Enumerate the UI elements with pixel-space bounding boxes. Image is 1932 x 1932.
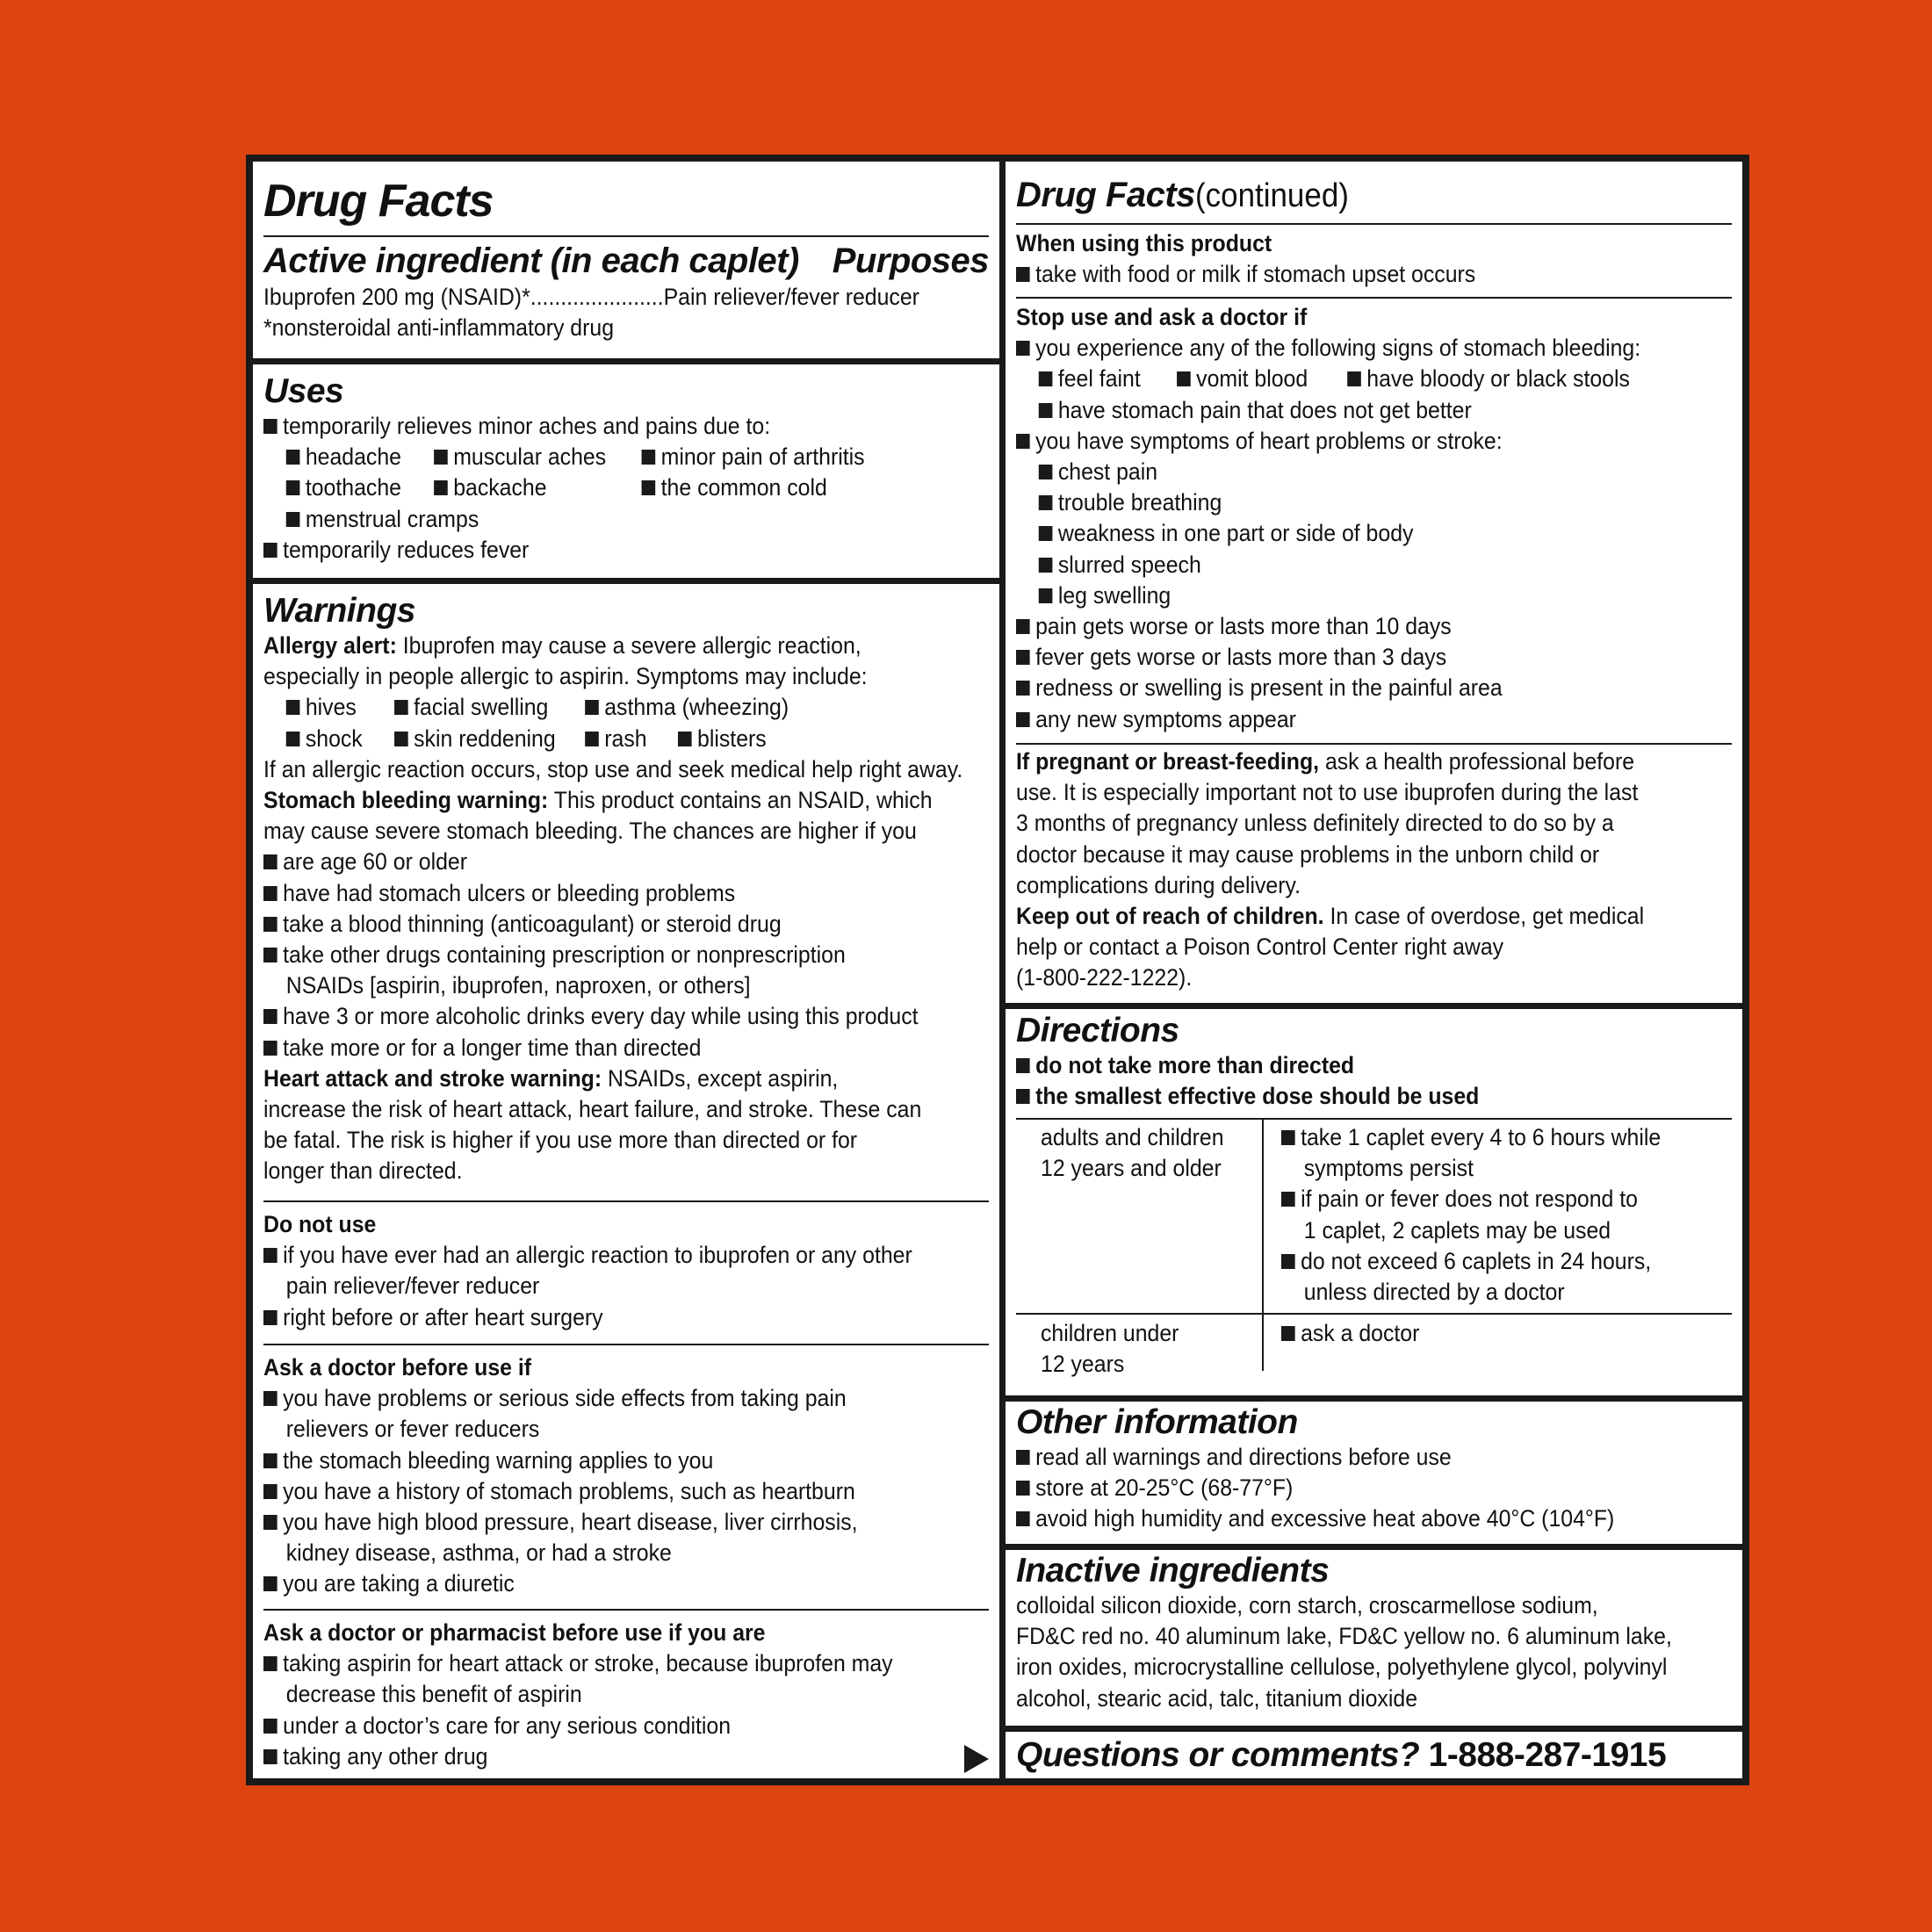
heart-sign: chest pain — [1057, 458, 1158, 485]
ask-doctor-item-cont: relievers or fever reducers — [285, 1416, 540, 1443]
heart-sign: leg swelling — [1057, 581, 1171, 609]
poison-control-phone: (1-800-222-1222). — [1016, 964, 1193, 991]
allergy-instruction: If an allergic reaction occurs, stop use and seek medical help right away. — [263, 755, 963, 782]
bullet-icon — [263, 1749, 278, 1764]
bullet-icon — [263, 543, 278, 558]
age-group: children under — [1041, 1320, 1179, 1346]
inactive-ingredients-section — [1006, 1552, 1742, 1714]
section-rule — [1006, 1003, 1742, 1009]
bullet-icon — [286, 450, 300, 465]
symptom: blisters — [697, 724, 767, 752]
when-using-item: take with food or milk if stomach upset occurs — [1035, 261, 1476, 288]
bleeding-sign: feel faint — [1057, 365, 1141, 393]
drug-facts-title: Drug Facts — [263, 176, 494, 227]
symptom: rash — [604, 724, 647, 752]
dosage-row-adults-who — [1041, 1122, 1240, 1184]
bullet-icon — [286, 732, 300, 746]
stop-use-item: any new symptoms appear — [1035, 705, 1296, 732]
symptom: skin reddening — [414, 724, 556, 752]
stomach-item: take other drugs containing prescription or nonprescription — [283, 941, 846, 968]
section-rule — [1006, 1544, 1742, 1550]
inactive-ingredients-text: FD&C red no. 40 aluminum lake, FD&C yellow no. 6 aluminum lake, — [1016, 1623, 1672, 1650]
bullet-icon — [286, 480, 300, 495]
pregnancy-text: 3 months of pregnancy unless definitely directed to do so by a — [1016, 810, 1614, 837]
questions-section — [1006, 1736, 1742, 1775]
bleeding-sign: have stomach pain that does not get better — [1057, 396, 1472, 423]
stop-use-section — [1006, 302, 1742, 735]
bullet-icon — [394, 732, 408, 746]
uses-sub-item: muscular aches — [453, 443, 607, 471]
bullet-icon — [1039, 526, 1053, 541]
bullet-icon — [1016, 434, 1030, 449]
leader-dots: ...................... — [530, 284, 664, 310]
do-not-use-item: if you have ever had an allergic reaction to ibuprofen or any other — [283, 1242, 912, 1269]
heart-sign: slurred speech — [1057, 551, 1201, 578]
dosage-item-cont: symptoms persist — [1303, 1155, 1474, 1182]
bleeding-sign: vomit blood — [1196, 365, 1308, 393]
allergy-text: especially in people allergic to aspirin. Symptoms may include: — [263, 663, 868, 690]
other-item: avoid high humidity and excessive heat above 40°C (104°F) — [1035, 1505, 1615, 1532]
section-rule — [253, 578, 999, 584]
uses-sub-item: backache — [453, 474, 547, 501]
bullet-icon — [286, 512, 300, 527]
ask-doctor-item: the stomach bleeding warning applies to you — [283, 1446, 714, 1474]
pregnancy-text: complications during delivery. — [1016, 871, 1301, 898]
bullet-icon — [263, 948, 278, 962]
bullet-icon — [263, 854, 278, 869]
dosage-item: do not exceed 6 caplets in 24 hours, — [1301, 1247, 1652, 1274]
bullet-icon — [1016, 650, 1030, 665]
ask-doctor-section — [253, 1352, 999, 1600]
directions-item: the smallest effective dose should be used — [1035, 1083, 1480, 1110]
stomach-item-cont: NSAIDs [aspirin, ibuprofen, naproxen, or others] — [285, 972, 751, 999]
right-column — [1006, 162, 1742, 1778]
uses-item: temporarily reduces fever — [283, 536, 530, 563]
bullet-icon — [1281, 1130, 1295, 1145]
continued-label: (continued) — [1194, 177, 1349, 214]
uses-item: temporarily relieves minor aches and pains due to: — [283, 413, 771, 439]
inactive-ingredients-heading: Inactive ingredients — [1016, 1552, 1330, 1590]
heart-warning-label: Heart attack and stroke warning: — [263, 1064, 602, 1092]
age-group: 12 years — [1041, 1351, 1125, 1378]
do-not-use-section — [253, 1209, 999, 1333]
uses-sub-item: menstrual cramps — [305, 505, 479, 532]
symptom: facial swelling — [414, 694, 549, 721]
pregnancy-label: If pregnant or breast-feeding, — [1016, 748, 1320, 775]
bullet-icon — [1039, 495, 1053, 510]
bullet-icon — [263, 419, 278, 434]
questions-phone: 1-888-287-1915 — [1419, 1736, 1667, 1774]
ask-doctor-item: you have problems or serious side effects from taking pain — [283, 1385, 847, 1412]
bullet-icon — [263, 886, 278, 901]
bullet-icon — [1281, 1192, 1295, 1207]
bullet-icon — [1016, 1089, 1030, 1104]
pregnancy-text: ask a health professional before — [1319, 748, 1635, 775]
stomach-text: may cause severe stomach bleeding. The chances are higher if you — [263, 818, 917, 845]
ask-pharmacist-item-cont: decrease this benefit of aspirin — [285, 1681, 582, 1708]
pregnancy-section — [1006, 746, 1742, 994]
bullet-icon — [434, 450, 448, 465]
bullet-icon — [1016, 341, 1030, 356]
keep-out-text: help or contact a Poison Control Center right away — [1016, 934, 1504, 961]
purposes-heading: Purposes — [832, 242, 989, 280]
directions-heading: Directions — [1016, 1012, 1179, 1049]
bullet-icon — [678, 732, 692, 746]
do-not-use-heading: Do not use — [263, 1211, 377, 1237]
bullet-icon — [263, 1248, 278, 1263]
allergy-text: Ibuprofen may cause a severe allergic reaction, — [396, 632, 861, 659]
age-group: 12 years and older — [1041, 1155, 1222, 1182]
stop-use-item: you experience any of the following signs of stomach bleeding: — [1035, 335, 1641, 362]
bullet-icon — [642, 450, 656, 465]
uses-sub-item: minor pain of arthritis — [660, 443, 865, 471]
uses-section — [253, 372, 999, 566]
bullet-icon — [1039, 558, 1053, 573]
rule — [263, 1609, 989, 1611]
ask-pharmacist-item: taking any other drug — [283, 1742, 488, 1770]
symptom: asthma (wheezing) — [604, 694, 789, 721]
inactive-ingredients-text: iron oxides, microcrystalline cellulose, polyethylene glycol, polyvinyl — [1016, 1654, 1668, 1681]
bullet-icon — [1016, 267, 1030, 282]
heart-sign: trouble breathing — [1057, 489, 1222, 516]
keep-out-text: In case of overdose, get medical — [1323, 903, 1645, 930]
bullet-icon — [585, 700, 599, 715]
stomach-item: have had stomach ulcers or bleeding problems — [283, 879, 736, 906]
questions-label: Questions or comments? — [1016, 1736, 1420, 1774]
table-rule — [1016, 1313, 1732, 1315]
stop-use-item: fever gets worse or lasts more than 3 days — [1035, 644, 1447, 671]
ask-doctor-item: you are taking a diuretic — [283, 1570, 515, 1597]
bullet-icon — [394, 700, 408, 715]
bullet-icon — [642, 480, 656, 495]
warnings-heading: Warnings — [263, 592, 415, 630]
bullet-icon — [1039, 465, 1053, 479]
heart-text: be fatal. The risk is higher if you use more than directed or for — [263, 1127, 858, 1154]
bullet-icon — [263, 1453, 278, 1468]
bullet-icon — [263, 1515, 278, 1530]
dosage-row-adults-what — [1281, 1122, 1694, 1308]
active-ingredient-heading: Active ingredient (in each caplet) — [263, 242, 799, 280]
warnings-section — [253, 592, 999, 1187]
bullet-icon — [1016, 681, 1030, 696]
ask-doctor-item: you have a history of stomach problems, such as heartburn — [283, 1477, 855, 1504]
keep-out-label: Keep out of reach of children. — [1016, 903, 1324, 930]
bullet-icon — [263, 1656, 278, 1671]
ask-pharmacist-item: under a doctor’s care for any serious condition — [283, 1712, 732, 1739]
bullet-icon — [1281, 1254, 1295, 1269]
heart-sign: weakness in one part or side of body — [1057, 520, 1414, 547]
bullet-icon — [585, 732, 599, 746]
heart-text: increase the risk of heart attack, heart failure, and stroke. These can — [263, 1096, 922, 1123]
left-column — [253, 162, 999, 1778]
heart-text: NSAIDs, except aspirin, — [602, 1064, 839, 1092]
drug-facts-title-right: Drug Facts — [1016, 176, 1195, 214]
section-rule — [1006, 1726, 1742, 1732]
dosage-item-cont: unless directed by a doctor — [1303, 1279, 1565, 1306]
ask-doctor-item: you have high blood pressure, heart disease, liver cirrhosis, — [283, 1509, 858, 1536]
bullet-icon — [1281, 1326, 1295, 1341]
purpose: Pain reliever/fever reducer — [663, 284, 919, 310]
bleeding-sign: have bloody or black stools — [1366, 365, 1630, 393]
bullet-icon — [263, 1484, 278, 1499]
age-group: adults and children — [1041, 1124, 1224, 1150]
ask-pharmacist-heading: Ask a doctor or pharmacist before use if you are — [263, 1619, 766, 1646]
bullet-icon — [434, 480, 448, 495]
bullet-icon — [1177, 371, 1191, 386]
dosage-row-children-who — [1041, 1318, 1191, 1380]
pregnancy-text: use. It is especially important not to use ibuprofen during the last — [1016, 779, 1639, 806]
column-divider — [999, 162, 1006, 1778]
active-ingredient-section — [253, 240, 999, 343]
inactive-ingredients-text: alcohol, stearic acid, talc, titanium dioxide — [1016, 1684, 1418, 1712]
section-rule — [1006, 1395, 1742, 1402]
bullet-icon — [1016, 619, 1030, 634]
bullet-icon — [1039, 588, 1053, 603]
dosage-item: if pain or fever does not respond to — [1301, 1186, 1638, 1213]
stomach-item: take a blood thinning (anticoagulant) or steroid drug — [283, 910, 782, 937]
rule — [1016, 743, 1732, 745]
symptom: shock — [305, 724, 363, 752]
bullet-icon — [1039, 371, 1053, 386]
do-not-use-item: right before or after heart surgery — [283, 1303, 603, 1330]
ask-pharmacist-section — [253, 1618, 999, 1772]
allergy-alert-label: Allergy alert: — [263, 632, 397, 659]
stomach-item: have 3 or more alcoholic drinks every day while using this product — [283, 1003, 919, 1030]
uses-heading: Uses — [263, 372, 344, 410]
bullet-icon — [1016, 1481, 1030, 1496]
dosage-item: ask a doctor — [1301, 1320, 1420, 1346]
bullet-icon — [1039, 403, 1053, 418]
other-item: read all warnings and directions before use — [1035, 1444, 1452, 1470]
bullet-icon — [263, 1391, 278, 1406]
active-ingredient: Ibuprofen 200 mg (NSAID)* — [263, 284, 530, 310]
bullet-icon — [263, 917, 278, 932]
bullet-icon — [263, 1719, 278, 1734]
section-rule — [253, 358, 999, 364]
stop-use-item: pain gets worse or lasts more than 10 days — [1035, 613, 1452, 640]
drug-facts-label — [246, 155, 1749, 1785]
stop-use-heading: Stop use and ask a doctor if — [1016, 304, 1308, 330]
do-not-use-item-cont: pain reliever/fever reducer — [285, 1272, 540, 1300]
other-information-heading: Other information — [1016, 1403, 1298, 1441]
stop-use-item: you have symptoms of heart problems or stroke: — [1035, 427, 1503, 454]
footnote: *nonsteroidal anti-inflammatory drug — [263, 314, 615, 342]
other-information-section — [1006, 1403, 1742, 1535]
stomach-warning-label: Stomach bleeding warning: — [263, 786, 549, 813]
table-rule — [1016, 1118, 1732, 1120]
drug-facts-continued-header — [1006, 174, 1742, 216]
rule — [1016, 297, 1732, 299]
inactive-ingredients-text: colloidal silicon dioxide, corn starch, croscarmellose sodium, — [1016, 1592, 1598, 1618]
bullet-icon — [1016, 1511, 1030, 1526]
ask-pharmacist-item: taking aspirin for heart attack or stroke, because ibuprofen may — [283, 1650, 893, 1677]
directions-section — [1006, 1012, 1742, 1112]
bullet-icon — [1016, 1058, 1030, 1073]
rule — [263, 1200, 989, 1202]
stomach-text: This product contains an NSAID, which — [548, 786, 933, 813]
directions-item: do not take more than directed — [1035, 1052, 1355, 1078]
dosage-item-cont: 1 caplet, 2 caplets may be used — [1303, 1216, 1611, 1244]
uses-sub-item: headache — [305, 443, 401, 471]
heart-text: longer than directed. — [263, 1157, 463, 1185]
bullet-icon — [1347, 371, 1361, 386]
bullet-icon — [263, 1576, 278, 1591]
bullet-icon — [1016, 1450, 1030, 1465]
rule — [263, 235, 989, 237]
ask-doctor-item-cont: kidney disease, asthma, or had a stroke — [285, 1539, 672, 1567]
other-item: store at 20-25°C (68-77°F) — [1035, 1474, 1294, 1502]
stop-use-item: redness or swelling is present in the painful area — [1035, 674, 1503, 702]
drug-facts-header — [253, 174, 999, 228]
uses-sub-item: toothache — [305, 474, 401, 501]
when-using-section — [1006, 228, 1742, 290]
ask-doctor-heading: Ask a doctor before use if — [263, 1354, 532, 1381]
rule — [263, 1344, 989, 1345]
bullet-icon — [286, 700, 300, 715]
pregnancy-text: doctor because it may cause problems in the unborn child or — [1016, 840, 1600, 868]
rule — [1016, 223, 1732, 225]
stomach-item: are age 60 or older — [283, 848, 467, 876]
dosage-row-children-what — [1281, 1318, 1431, 1349]
dosage-item: take 1 caplet every 4 to 6 hours while — [1301, 1124, 1662, 1150]
symptom: hives — [305, 694, 357, 721]
bullet-icon — [263, 1041, 278, 1056]
table-column-rule — [1262, 1118, 1264, 1371]
stomach-item: take more or for a longer time than directed — [283, 1034, 702, 1061]
continue-arrow-icon — [964, 1745, 989, 1773]
bullet-icon — [263, 1310, 278, 1325]
bullet-icon — [263, 1009, 278, 1024]
bullet-icon — [1016, 712, 1030, 727]
when-using-heading: When using this product — [1016, 230, 1272, 256]
uses-sub-item: the common cold — [660, 474, 827, 501]
